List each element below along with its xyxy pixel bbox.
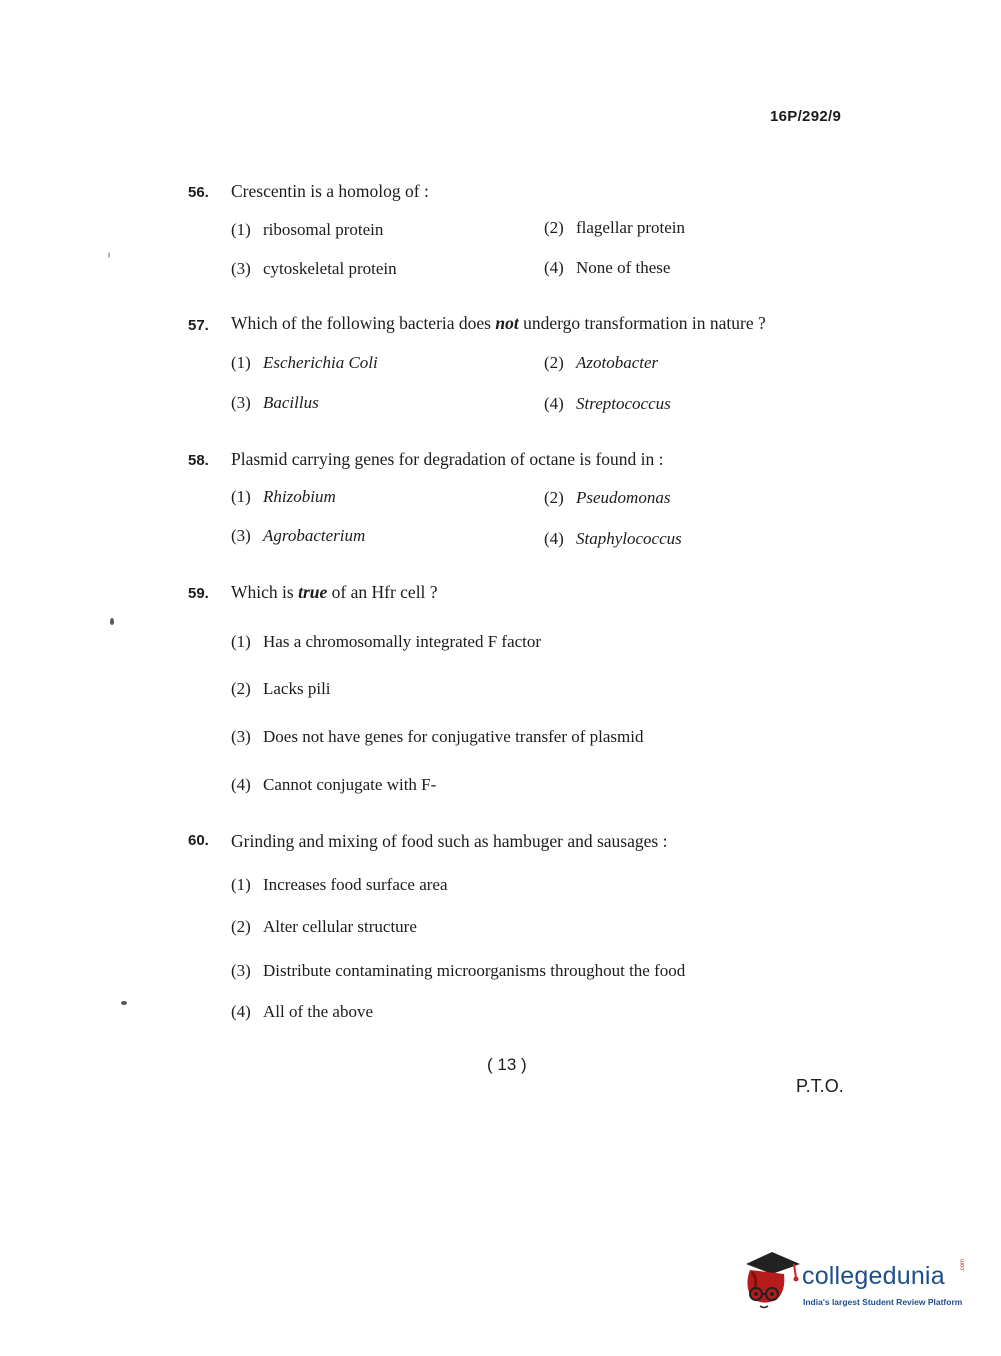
- option-text: flagellar protein: [576, 218, 686, 237]
- option-text: Azotobacter: [576, 353, 659, 372]
- option-text: Agrobacterium: [263, 526, 366, 545]
- question-number: 60.: [188, 832, 209, 849]
- option-text: Streptococcus: [576, 394, 671, 413]
- option: (3) Agrobacterium: [231, 526, 366, 545]
- option-text: ribosomal protein: [263, 220, 384, 239]
- option: (4) Staphylococcus: [544, 529, 682, 548]
- question-text: Crescentin is a homolog of :: [231, 181, 429, 201]
- brand-dotcom: .com: [960, 1258, 966, 1272]
- option: (3) Bacillus: [231, 393, 319, 412]
- option: (2) flagellar protein: [544, 218, 686, 237]
- option: (1) Increases food surface area: [231, 875, 448, 894]
- option-text: Pseudomonas: [576, 488, 671, 507]
- option-text: Lacks pili: [263, 679, 331, 698]
- option: (3) Distribute contaminating microorganisms throughout the food: [231, 961, 686, 980]
- question-number: 58.: [188, 452, 209, 469]
- scan-speck: [121, 1001, 127, 1005]
- option-text: None of these: [576, 258, 671, 277]
- option: (1) Escherichia Coli: [231, 353, 378, 372]
- option: (2) Pseudomonas: [544, 488, 671, 507]
- brand-name: collegedunia: [802, 1262, 945, 1290]
- option: (4) Streptococcus: [544, 394, 671, 413]
- option-text: Bacillus: [263, 393, 319, 412]
- option-text: Cannot conjugate with F-: [263, 775, 437, 794]
- option: (4) None of these: [544, 258, 671, 277]
- option: (1) ribosomal protein: [231, 220, 384, 239]
- question-text: Grinding and mixing of food such as hambuger and sausages :: [231, 831, 668, 851]
- collegedunia-logo: [742, 1250, 972, 1320]
- pto-label: P.T.O.: [796, 1076, 844, 1096]
- option-text: Increases food surface area: [263, 875, 448, 894]
- option-text: cytoskeletal protein: [263, 259, 397, 278]
- brand-tagline: India's largest Student Review Platform: [803, 1297, 963, 1307]
- option: (3) cytoskeletal protein: [231, 259, 397, 278]
- scan-speck: [110, 618, 114, 625]
- question-number: 57.: [188, 317, 209, 334]
- option: (1) Has a chromosomally integrated F factor: [231, 632, 542, 651]
- mascot-icon: [742, 1250, 802, 1320]
- option: (2) Alter cellular structure: [231, 917, 417, 936]
- option-text: Distribute contaminating microorganisms throughout the food: [263, 961, 686, 980]
- page-number: ( 13 ): [487, 1055, 527, 1074]
- question-text: Which of the following bacteria does not undergo transformation in nature ?: [231, 313, 766, 333]
- option-text: Rhizobium: [263, 487, 336, 506]
- scan-speck: [108, 252, 110, 258]
- option: (2) Lacks pili: [231, 679, 331, 698]
- question-text: Which is true of an Hfr cell ?: [231, 582, 438, 602]
- paper-code: 16P/292/9: [770, 108, 842, 125]
- option-text: All of the above: [263, 1002, 373, 1021]
- emphasis-word: true: [298, 582, 328, 602]
- option: (3) Does not have genes for conjugative transfer of plasmid: [231, 727, 644, 746]
- question-text: Plasmid carrying genes for degradation of octane is found in :: [231, 449, 664, 469]
- question-number: 59.: [188, 585, 209, 602]
- emphasis-word: not: [495, 313, 519, 333]
- option: (4) Cannot conjugate with F-: [231, 775, 437, 794]
- option-text: Staphylococcus: [576, 529, 682, 548]
- option: (1) Rhizobium: [231, 487, 336, 506]
- option-text: Has a chromosomally integrated F factor: [263, 632, 542, 651]
- option: (2) Azotobacter: [544, 353, 659, 372]
- question-number: 56.: [188, 184, 209, 201]
- option-text: Alter cellular structure: [263, 917, 417, 936]
- option: (4) All of the above: [231, 1002, 373, 1021]
- option-text: Does not have genes for conjugative transfer of plasmid: [263, 727, 644, 746]
- option-text: Escherichia Coli: [263, 353, 378, 372]
